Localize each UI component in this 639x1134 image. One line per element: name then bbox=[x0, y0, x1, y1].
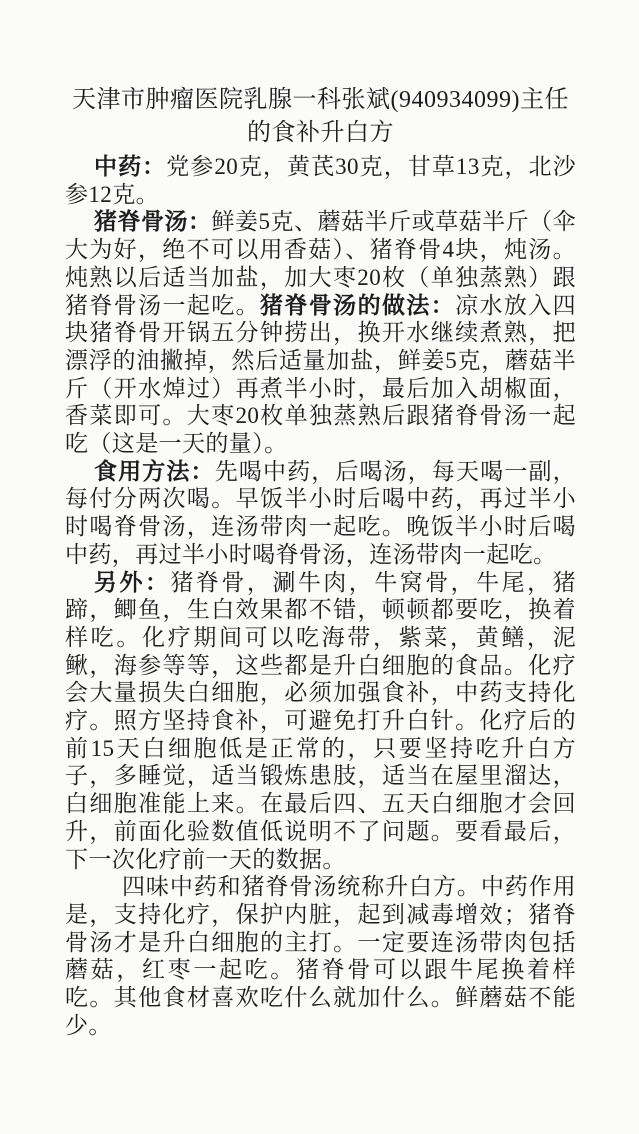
herbs-text: 党参20克，黄芪30克，甘草13克，北沙参12克。 bbox=[65, 154, 577, 207]
paragraph-additional bbox=[65, 569, 576, 874]
paragraph-usage bbox=[65, 458, 576, 569]
additional-label: 另外： bbox=[94, 569, 171, 595]
paragraph-summary bbox=[65, 873, 576, 1039]
pork-bone-soup-method-text: 凉水放入四块猪脊骨开锅五分钟捞出，换开水继续煮熟，把漂浮的油撇掉，然后适量加盐，鲜姜5克，蘑菇半斤（开水焯过）再煮半小时，最后加入胡椒面，香菜即可。大枣20枚单独蒸熟后跟猪脊骨汤一起吃（这是一天的量）。 bbox=[65, 292, 577, 457]
usage-text: 先喝中药，后喝汤，每天喝一副，每付分两次喝。早饭半小时后喝中药，再过半小时喝脊骨汤，连汤带肉一起吃。晚饭半小时后喝中药，再过半小时喝脊骨汤，连汤带肉一起吃。 bbox=[65, 458, 577, 567]
usage-label: 食用方法： bbox=[94, 458, 215, 484]
pork-bone-soup-label: 猪脊骨汤： bbox=[94, 209, 212, 235]
paragraph-pork-bone-soup bbox=[65, 208, 576, 457]
pork-bone-soup-method-label: 猪脊骨汤的做法： bbox=[260, 292, 456, 318]
pork-bone-soup-ingredients-text: 鲜姜5克、蘑菇半斤或草菇半斤（伞大为好，绝不可以用香菇）、猪脊骨4块，炖汤。炖熟以后适当加盐，加大枣20枚（单独蒸熟）跟猪脊骨汤一起吃。 bbox=[65, 209, 577, 318]
additional-text: 猪脊骨，涮牛肉，牛窝骨，牛尾，猪蹄，鲫鱼，生白效果都不错，顿顿都要吃，换着样吃。化疗期间可以吃海带，紫菜，黄鳝，泥鳅，海参等等，这些都是升白细胞的食品。化疗会大量损失白细胞，必须加强食补，中药支持化疗。照方坚持食补，可避免打升白针。化疗后的前15天白细胞低是正常的，只要坚持吃升白方子，多睡觉，适当锻炼患肢，适当在屋里溜达，白细胞准能上来。在最后四、五天白细胞才会回升，前面化验数值低说明不了问题。要看最后，下一次化疗前一天的数据。 bbox=[65, 569, 576, 872]
paragraph-herbs bbox=[65, 153, 576, 208]
herbs-label: 中药： bbox=[94, 154, 167, 179]
document-title: 天津市肿瘤医院乳腺一科张斌(940934099)主任的食补升白方 bbox=[72, 87, 569, 146]
summary-text: 四味中药和猪脊骨汤统称升白方。中药作用是，支持化疗，保护内脏，起到减毒增效；猪脊骨汤才是升白细胞的主打。一定要连汤带肉包括蘑菇，红枣一起吃。猪脊骨可以跟牛尾换着样吃。其他食材喜欢吃什么就加什么。鲜蘑菇不能少。 bbox=[65, 874, 576, 1038]
